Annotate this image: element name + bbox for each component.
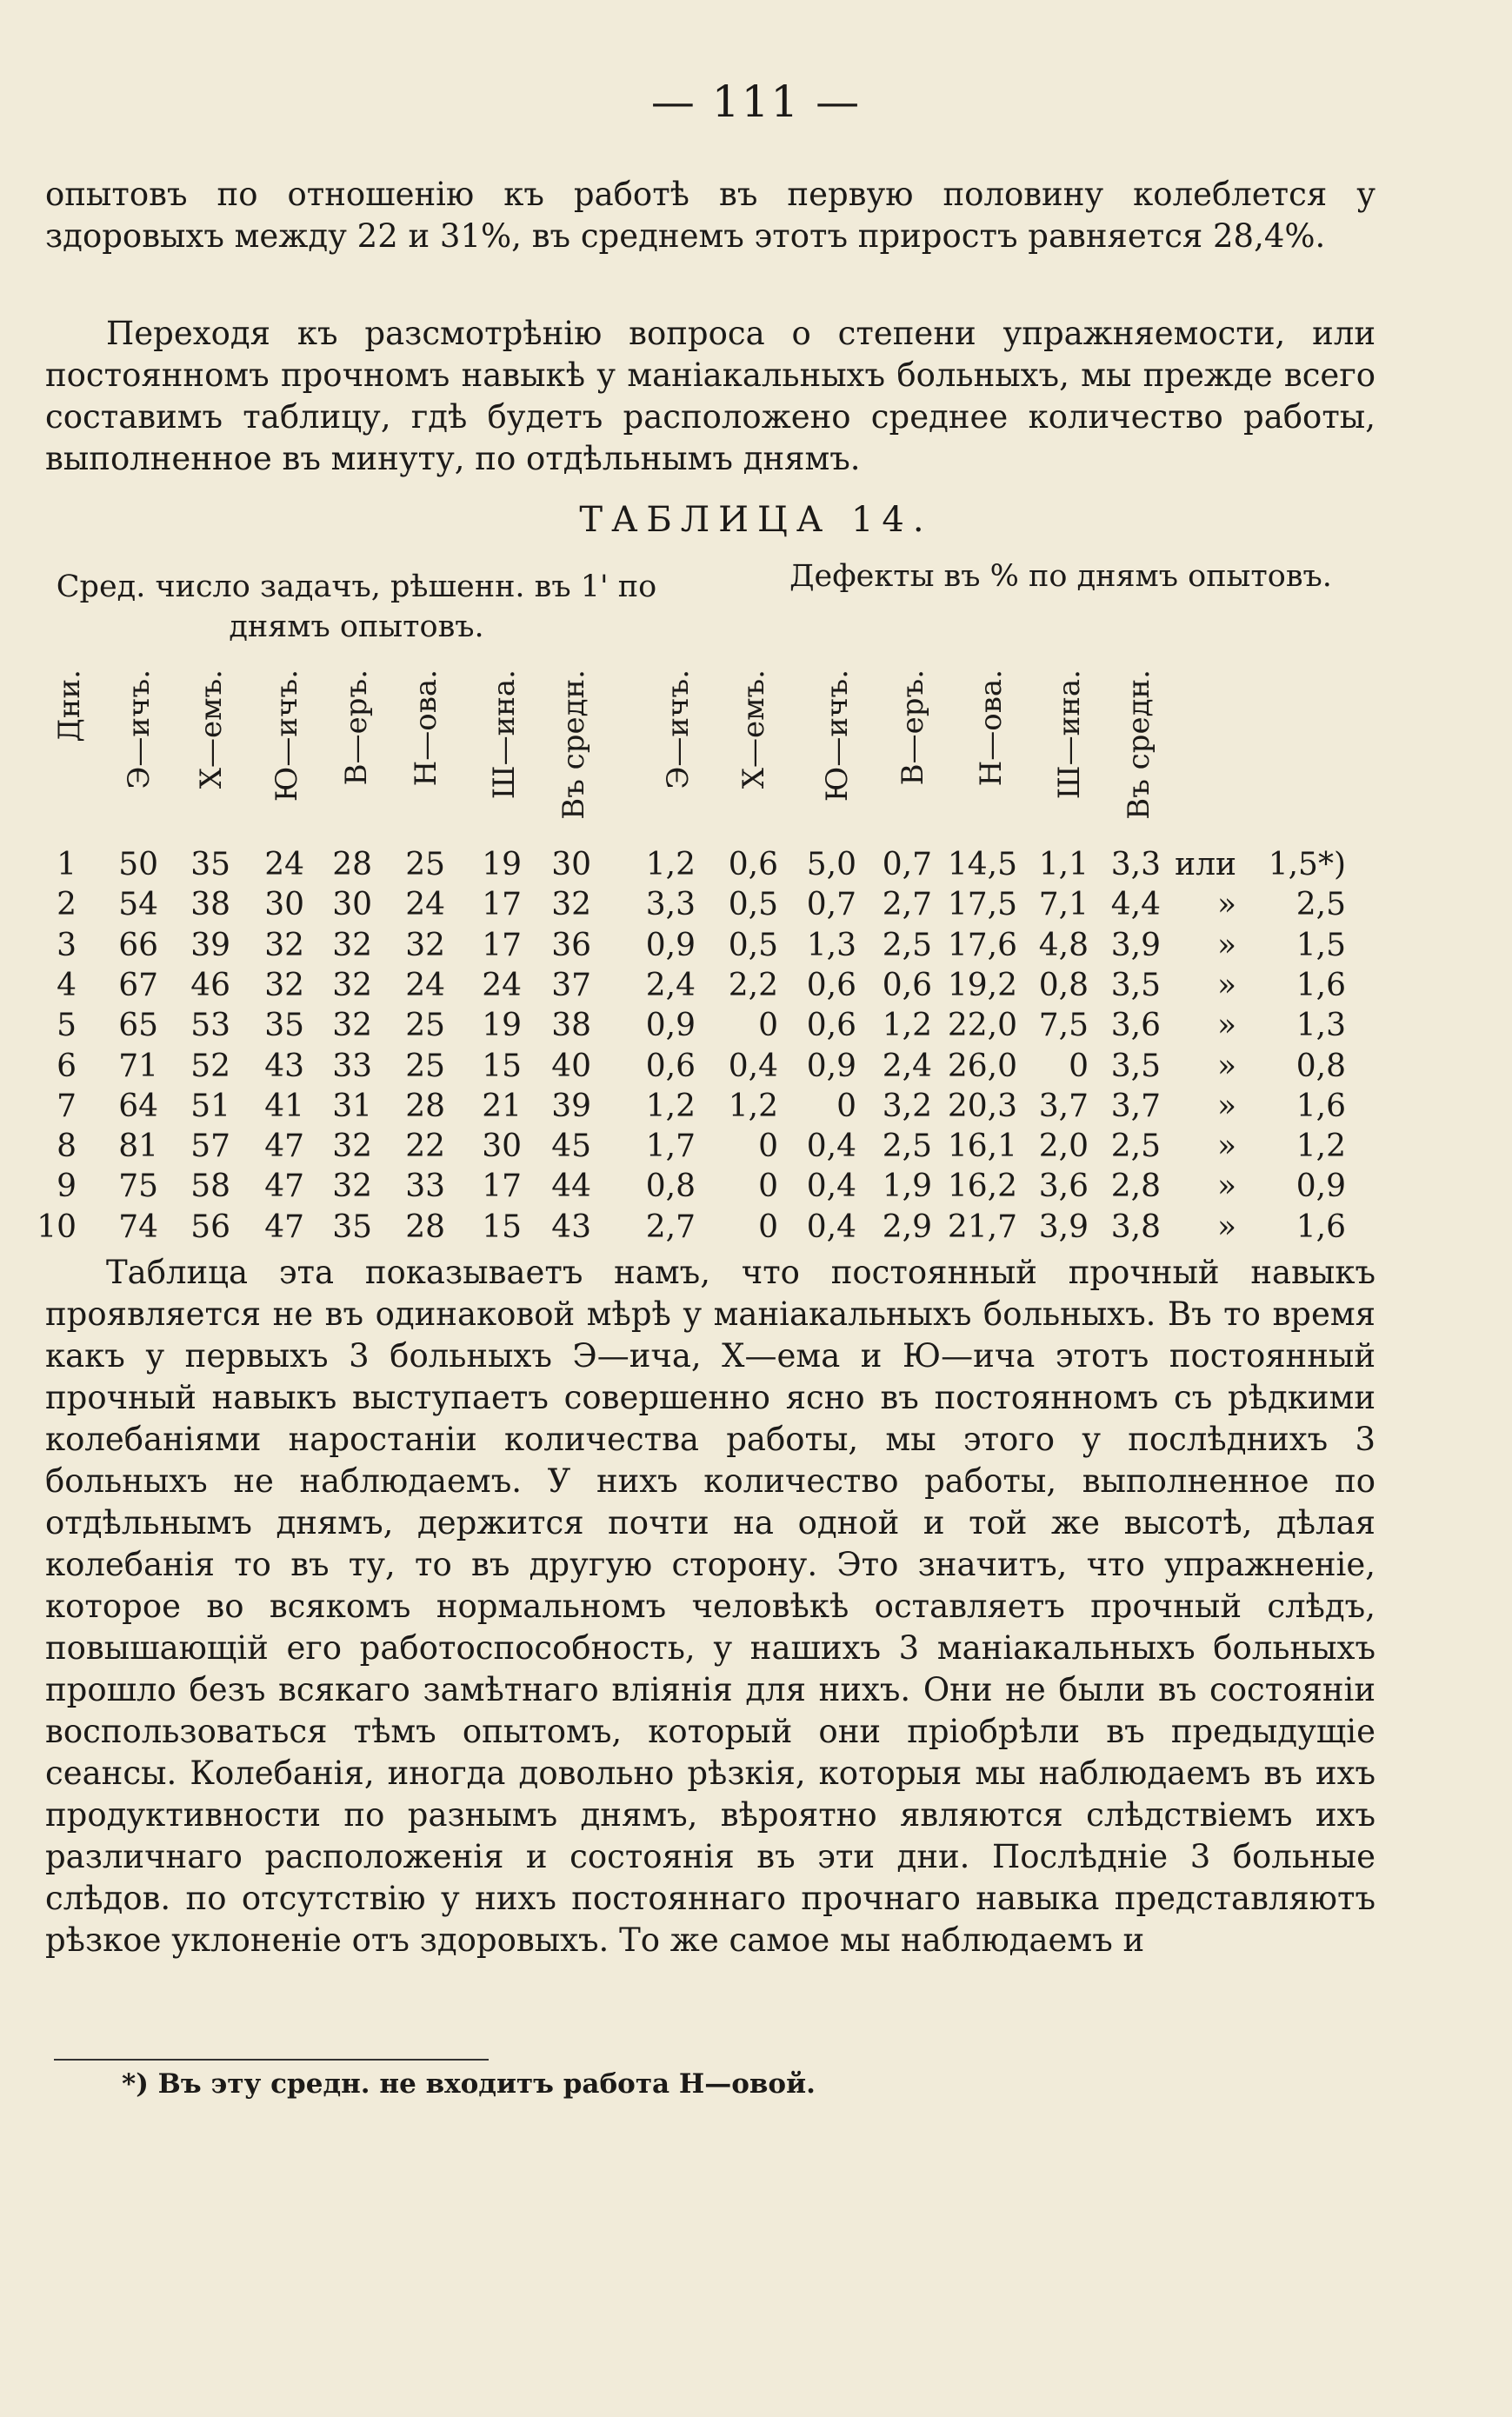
table-cell: 35 [332, 1208, 372, 1245]
table-cell: 0,5 [728, 887, 778, 923]
col-header-defects-yu: Ю—ичъ. [820, 669, 855, 802]
table-cell: 22 [405, 1129, 445, 1165]
table-cell: 0 [758, 1008, 778, 1044]
table-cell: » [1216, 967, 1236, 1003]
table-cell: 0,9 [645, 1008, 696, 1044]
table-cell: 53 [190, 1008, 230, 1044]
table-cell: 0 [758, 1129, 778, 1165]
table-cell: 0,8 [1296, 1048, 1346, 1084]
table-cell: 28 [332, 847, 372, 882]
table-cell: 32 [332, 1008, 372, 1044]
table-cell: 4 [57, 967, 77, 1003]
table-cell: 19 [482, 1008, 522, 1044]
table-cell: 1,2 [728, 1088, 778, 1124]
table-cell: 38 [551, 1008, 591, 1044]
paragraph-3: Таблица эта показываетъ намъ, что постоянный прочный навыкъ проявляется не въ одинаковой мѣрѣ у маніакальныхъ больныхъ. Въ то время какъ у первыхъ 3 больныхъ Э—ича, Х—ема и Ю—ича этотъ постоянный прочный навыкъ выступаетъ совершенно ясно въ постоянномъ съ рѣдкими колебаніями наростаніи количества работы, мы этого у послѣднихъ 3 больныхъ не наблюдаемъ. У нихъ количество работы, выполненное по отдѣльнымъ днямъ, держится почти на одной и той же высотѣ, дѣлая колебанія то въ ту, то въ другую сторону. Это значитъ, что упражненіе, которое во всякомъ нормальномъ человѣкѣ оставляетъ прочный слѣдъ, повышающій его работоспособность, у нашихъ 3 маніакальныхъ больныхъ прошло безъ всякаго замѣтнаго вліянія для нихъ. Они не были въ состояніи воспользоваться тѣмъ опытомъ, который они пріобрѣли въ предыдущіе сеансы. Колебанія, иногда довольно рѣзкія, которыя мы наблюдаемъ въ ихъ продуктивности по разнымъ днямъ, вѣроятно являются слѣдствіемъ ихъ различнаго расположенія и состоянія въ эти дни. Послѣдніе 3 больные слѣдов. по отсутствію у нихъ постояннаго прочнаго навыка представляютъ рѣзкое уклоненіе отъ здоровыхъ. То же самое мы наблюдаемъ и [45, 1254, 1375, 1959]
table-cell: 52 [190, 1048, 230, 1084]
table-row [0, 1047, 1512, 1087]
col-header-tasks-yu: Ю—ичъ. [270, 669, 304, 802]
table-cell: 3,6 [1110, 1008, 1161, 1044]
table-cell: 71 [118, 1048, 158, 1084]
table-cell: 17,6 [947, 927, 1017, 963]
table-cell: 0 [758, 1169, 778, 1205]
table-cell: 15 [482, 1048, 522, 1084]
table-cell: 1,2 [1296, 1129, 1346, 1165]
table-cell: 58 [190, 1169, 230, 1205]
table-cell: 0 [1069, 1048, 1089, 1084]
table-cell: 2,5 [882, 1129, 932, 1165]
table-cell: 32 [332, 1129, 372, 1165]
table-cell: 1,2 [882, 1008, 932, 1044]
table-cell: 21,7 [947, 1208, 1017, 1245]
table-cell: 24 [405, 887, 445, 923]
col-header-tasks-kh: Х—емъ. [194, 669, 229, 789]
table-cell: 7,1 [1038, 887, 1089, 923]
table-cell: 74 [118, 1208, 158, 1245]
table-cell: 2,2 [728, 967, 778, 1003]
table-cell: 0,6 [645, 1048, 696, 1084]
paragraph-1: опытовъ по отношенію къ работѣ въ первую половину колеблется у здоровыхъ между 22 и 31%, въ среднемъ этотъ приростъ равняется 28,4%. [45, 176, 1375, 255]
table-cell: 65 [118, 1008, 158, 1044]
table-cell: 10 [37, 1208, 77, 1245]
table-cell: 30 [551, 847, 591, 882]
table-row [0, 1167, 1512, 1207]
table-cell: 47 [264, 1129, 304, 1165]
table-cell: 0,6 [728, 847, 778, 882]
table-cell: 0,4 [806, 1169, 856, 1205]
table-cell: 1,9 [882, 1169, 932, 1205]
table-cell: 75 [118, 1169, 158, 1205]
table-cell: 33 [405, 1169, 445, 1205]
table-cell: 4,4 [1110, 887, 1161, 923]
table-cell: 8 [57, 1129, 77, 1165]
table-cell: 43 [551, 1208, 591, 1245]
table-cell: или [1175, 847, 1236, 882]
table-cell: 2,0 [1038, 1129, 1089, 1165]
table-cell: 35 [264, 1008, 304, 1044]
table-cell: 81 [118, 1129, 158, 1165]
table-cell: 1,1 [1038, 847, 1089, 882]
table-cell: 56 [190, 1208, 230, 1245]
table-cell: 0,4 [728, 1048, 778, 1084]
table-cell: 54 [118, 887, 158, 923]
table-cell: 37 [551, 967, 591, 1003]
table-row [0, 1006, 1512, 1046]
table-group-header-tasks: Сред. число задачъ, рѣшенн. въ 1' по днямъ опытовъ. [56, 569, 657, 644]
table-cell: 0,5 [728, 927, 778, 963]
table-cell: 3,9 [1038, 1208, 1089, 1245]
col-header-defects-avg: Въ средн. [1122, 669, 1156, 820]
table-cell: 0,9 [645, 927, 696, 963]
table-cell: 32 [332, 1169, 372, 1205]
table-cell: 32 [332, 967, 372, 1003]
table-cell: 1,6 [1296, 967, 1346, 1003]
table-cell: 64 [118, 1088, 158, 1124]
table-cell: 45 [551, 1129, 591, 1165]
table-cell: 2,5 [882, 927, 932, 963]
table-cell: 0,6 [806, 1008, 856, 1044]
page-number: — 111 — [650, 77, 862, 127]
table-cell: 16,1 [947, 1129, 1017, 1165]
table-cell: 17 [482, 927, 522, 963]
table-title: ТАБЛИЦА 14. [579, 500, 933, 540]
table-cell: 2,4 [645, 967, 696, 1003]
table-cell: 2,7 [882, 887, 932, 923]
table-cell: 16,2 [947, 1169, 1017, 1205]
table-cell: 1,2 [645, 1088, 696, 1124]
col-header-tasks-e: Э—ичъ. [122, 669, 157, 789]
table-cell: 2,8 [1110, 1169, 1161, 1205]
table-cell: 7,5 [1038, 1008, 1089, 1044]
table-cell: 67 [118, 967, 158, 1003]
table-cell: 33 [332, 1048, 372, 1084]
table-cell: 17 [482, 1169, 522, 1205]
col-header-tasks-n: Н—ова. [409, 669, 443, 787]
table-cell: 1,3 [806, 927, 856, 963]
table-cell: 25 [405, 1048, 445, 1084]
paragraph-2: Переходя къ разсмотрѣнію вопроса о степени упражняемости, или постоянномъ прочномъ навыкѣ у маніакальныхъ больныхъ, мы прежде всего составимъ таблицу, гдѣ будетъ расположено среднее количество работы, выполненное въ минуту, по отдѣльнымъ днямъ. [45, 315, 1375, 477]
table-cell: 0 [836, 1088, 856, 1124]
table-cell: 1,6 [1296, 1088, 1346, 1124]
table-cell: 46 [190, 967, 230, 1003]
table-cell: 1,5 [1296, 927, 1346, 963]
table-cell: 20,3 [947, 1088, 1017, 1124]
table-cell: 5,0 [806, 847, 856, 882]
table-cell: 30 [482, 1129, 522, 1165]
table-cell: 30 [264, 887, 304, 923]
table-cell: 30 [332, 887, 372, 923]
table-cell: 32 [551, 887, 591, 923]
table-cell: 2 [57, 887, 77, 923]
table-cell: 6 [57, 1048, 77, 1084]
table-cell: 3,3 [645, 887, 696, 923]
table-cell: 3,3 [1110, 847, 1161, 882]
table-cell: 7 [57, 1088, 77, 1124]
table-cell: 3,9 [1110, 927, 1161, 963]
table-cell: 19,2 [947, 967, 1017, 1003]
col-header-defects-e: Э—ичъ. [661, 669, 696, 789]
table-cell: 3,2 [882, 1088, 932, 1124]
col-header-tasks-sh: Ш—ина. [487, 669, 522, 800]
footnote-separator [54, 2059, 489, 2061]
table-cell: 1,3 [1296, 1008, 1346, 1044]
table-cell: 9 [57, 1169, 77, 1205]
table-cell: 5 [57, 1008, 77, 1044]
table-cell: 0,7 [806, 887, 856, 923]
table-cell: 32 [332, 927, 372, 963]
table-cell: 1,6 [1296, 1208, 1346, 1245]
table-cell: 21 [482, 1088, 522, 1124]
table-cell: 0,6 [882, 967, 932, 1003]
table-cell: 0,8 [645, 1169, 696, 1205]
table-cell: 39 [190, 927, 230, 963]
table-cell: » [1216, 927, 1236, 963]
table-cell: 25 [405, 847, 445, 882]
table-cell: 28 [405, 1208, 445, 1245]
table-cell: 0,7 [882, 847, 932, 882]
table-cell: 3,7 [1110, 1088, 1161, 1124]
table-group-header-defects: Дефекты въ % по днямъ опытовъ. [789, 559, 1332, 594]
table-cell: 26,0 [947, 1048, 1017, 1084]
table-cell: 44 [551, 1169, 591, 1205]
table-cell: 32 [264, 967, 304, 1003]
table-cell: 0,9 [1296, 1169, 1346, 1205]
table-cell: 1,7 [645, 1129, 696, 1165]
table-cell: » [1216, 1088, 1236, 1124]
table-cell: 0,6 [806, 967, 856, 1003]
table-cell: 2,7 [645, 1208, 696, 1245]
table-cell: 0,9 [806, 1048, 856, 1084]
table-cell: 22,0 [947, 1008, 1017, 1044]
table-cell: 2,9 [882, 1208, 932, 1245]
table-cell: » [1216, 1169, 1236, 1205]
table-cell: 17 [482, 887, 522, 923]
table-cell: 4,8 [1038, 927, 1089, 963]
table-cell: 47 [264, 1169, 304, 1205]
table-cell: » [1216, 887, 1236, 923]
table-cell: 2,4 [882, 1048, 932, 1084]
table-cell: 1,2 [645, 847, 696, 882]
col-header-days: Дни. [52, 669, 87, 742]
table-cell: 50 [118, 847, 158, 882]
table-cell: 31 [332, 1088, 372, 1124]
table-cell: » [1216, 1008, 1236, 1044]
table-cell: 38 [190, 887, 230, 923]
table-cell: 57 [190, 1129, 230, 1165]
table-cell: 14,5 [947, 847, 1017, 882]
table-cell: 1,5*) [1268, 847, 1346, 882]
table-cell: 0,4 [806, 1129, 856, 1165]
table-cell: 47 [264, 1208, 304, 1245]
table-cell: 3 [57, 927, 77, 963]
table-cell: 32 [264, 927, 304, 963]
table-cell: 24 [405, 967, 445, 1003]
table-cell: 2,5 [1110, 1129, 1161, 1165]
table-cell: 1 [57, 847, 77, 882]
table-cell: 43 [264, 1048, 304, 1084]
table-row [0, 966, 1512, 1006]
table-cell: 3,8 [1110, 1208, 1161, 1245]
table-cell: 3,5 [1110, 1048, 1161, 1084]
table-cell: » [1216, 1048, 1236, 1084]
table-cell: 40 [551, 1048, 591, 1084]
table-cell: » [1216, 1129, 1236, 1165]
table-row [0, 1127, 1512, 1167]
table-cell: 3,5 [1110, 967, 1161, 1003]
table-cell: 3,7 [1038, 1088, 1089, 1124]
col-header-tasks-avg: Въ средн. [556, 669, 591, 820]
table-cell: » [1216, 1208, 1236, 1245]
col-header-defects-n: Н—ова. [974, 669, 1009, 787]
col-header-defects-v: В—еръ. [896, 669, 930, 786]
table-cell: 51 [190, 1088, 230, 1124]
table-cell: 0,8 [1038, 967, 1089, 1003]
table-cell: 3,6 [1038, 1169, 1089, 1205]
table-cell: 0,4 [806, 1208, 856, 1245]
col-header-defects-sh: Ш—ина. [1052, 669, 1087, 800]
table-cell: 15 [482, 1208, 522, 1245]
table-row [0, 1087, 1512, 1127]
table-row [0, 885, 1512, 925]
table-cell: 35 [190, 847, 230, 882]
table-cell: 2,5 [1296, 887, 1346, 923]
table-row [0, 926, 1512, 966]
table-cell: 41 [264, 1088, 304, 1124]
table-cell: 0 [758, 1208, 778, 1245]
table-cell: 66 [118, 927, 158, 963]
table-cell: 39 [551, 1088, 591, 1124]
col-header-tasks-v: В—еръ. [339, 669, 374, 786]
table-cell: 19 [482, 847, 522, 882]
table-cell: 25 [405, 1008, 445, 1044]
table-cell: 28 [405, 1088, 445, 1124]
table-cell: 36 [551, 927, 591, 963]
table-cell: 24 [482, 967, 522, 1003]
table-cell: 24 [264, 847, 304, 882]
col-header-defects-kh: Х—емъ. [736, 669, 771, 789]
table-row [0, 1208, 1512, 1248]
table-cell: 32 [405, 927, 445, 963]
table-row [0, 845, 1512, 885]
footnote: *) Въ эту средн. не входитъ работа Н—овой. [122, 2068, 816, 2100]
table-cell: 17,5 [947, 887, 1017, 923]
